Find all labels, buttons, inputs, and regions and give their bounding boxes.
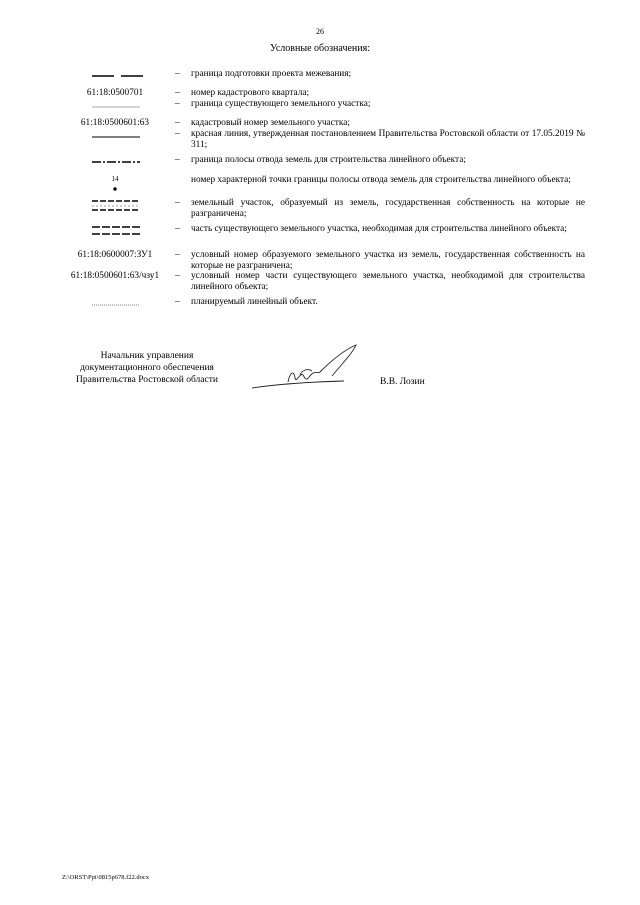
position-line: Начальник управления <box>100 351 194 361</box>
legend-symbol-thin-line <box>55 99 175 114</box>
legend-description: граница существующего земельного участка; <box>191 99 371 109</box>
point-icon <box>55 175 175 193</box>
dash: – <box>175 88 180 98</box>
dash: – <box>175 69 180 79</box>
legend-description: условный номер части существующего земельного участка, необходимой для строительства линейного объекта; <box>191 271 585 292</box>
legend-symbol-text: 61:18:0500601:63 <box>80 118 150 128</box>
legend-description: планируемый линейный объект. <box>191 297 318 307</box>
dash: – <box>175 155 180 165</box>
dotted-line-icon <box>55 297 175 308</box>
signatory-name: В.В. Лозин <box>380 377 425 387</box>
legend-symbol-double-dash <box>55 224 175 242</box>
legend-symbol-solid-line <box>55 129 175 144</box>
legend-description: условный номер образуемого земельного участка из земель, государственная собственность на которые не разграничена; <box>191 250 585 271</box>
double-dash-line-icon <box>55 224 175 238</box>
legend-description: кадастровый номер земельного участка; <box>191 118 350 128</box>
long-dash-line-icon <box>55 69 175 80</box>
handwritten-signature <box>248 342 368 392</box>
point-number: 14 <box>111 175 119 183</box>
legend-symbol-dotted <box>55 297 175 312</box>
dash: – <box>175 99 180 109</box>
legend-description: земельный участок, образуемый из земель, государственная собственность на которые не разграничена; <box>191 198 585 219</box>
page-number: 26 <box>316 27 324 36</box>
position-line: Правительства Ростовской области <box>76 375 218 385</box>
footer-file-path: Z:\ORST\Ppi\0815p678.f22.docx <box>62 874 150 881</box>
dash: – <box>175 118 180 128</box>
legend-description: красная линия, утвержденная постановлением Правительства Ростовской области от 17.05.2019 № 311; <box>191 129 585 150</box>
legend-description: часть существующего земельного участка, необходимая для строительства линейного объекта; <box>191 224 567 234</box>
dash: – <box>175 129 180 139</box>
legend-heading: Условные обозначения: <box>269 43 370 54</box>
legend-description: граница подготовки проекта межевания; <box>191 69 352 79</box>
dash: – <box>175 297 180 307</box>
legend-symbol-text: 61:18:0600007:ЗУ1 <box>77 250 153 260</box>
thin-line-icon <box>55 99 175 110</box>
solid-line-icon <box>55 129 175 140</box>
dash: – <box>175 271 180 281</box>
position-line: документационного обеспечения <box>80 363 214 373</box>
legend-description: граница полосы отвода земель для строительства линейного объекта; <box>191 155 466 165</box>
legend-description: номер кадастрового квартала; <box>191 88 310 98</box>
dash-dot-line-icon <box>55 155 175 166</box>
legend-symbol-text: 61:18:0500701 <box>86 88 144 98</box>
legend-symbol-dash-dot <box>55 155 175 170</box>
legend-symbol-text: 61:18:0500601:63/чзу1 <box>70 271 160 281</box>
dash: – <box>175 224 180 234</box>
hatched-double-line-icon <box>55 198 175 212</box>
legend-symbol-hatched <box>55 198 175 216</box>
dash: – <box>175 250 180 260</box>
legend-symbol-long-dash <box>55 69 175 84</box>
legend-description: номер характерной точки границы полосы отвода земель для строительства линейного объекта; <box>191 175 571 185</box>
dash: – <box>175 198 180 208</box>
signatory-position <box>62 350 232 386</box>
